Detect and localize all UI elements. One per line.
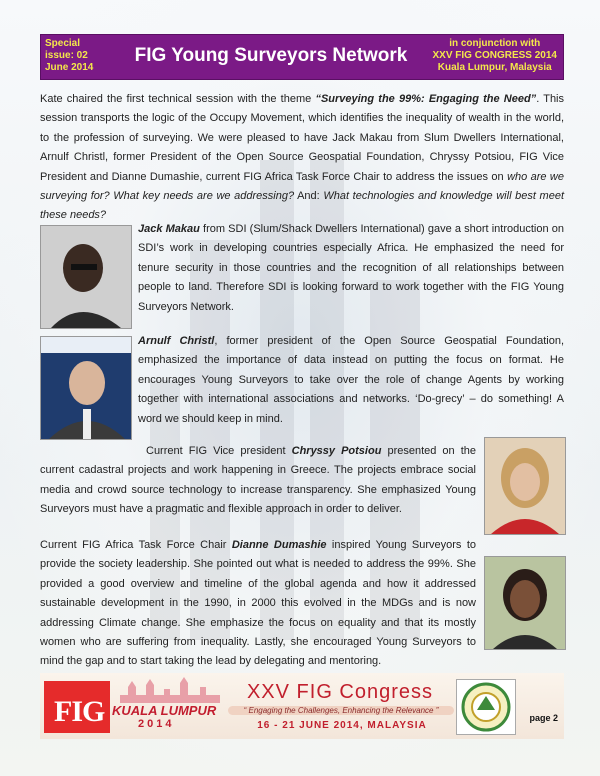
congress-line-2: XXV FIG CONGRESS 2014 bbox=[432, 50, 557, 61]
dianne-dumashie-prefix: Current FIG Africa Task Force Chair bbox=[40, 539, 232, 551]
arnulf-christl-name: Arnulf Christl bbox=[138, 335, 215, 347]
chryssy-potsiou-prefix: Current FIG Vice president bbox=[146, 445, 292, 457]
jack-makau-text: from SDI (Slum/Shack Dwellers International) gave a short introduction on SDI’s work in developing countries especially Africa. He emphasized the need for tenure security in those countries and the recognition of all relationships between people to land. Therefore SDI is looking forward to work together with the FIG Young Surveyors Network. bbox=[138, 223, 564, 313]
fig-logo-text: FIG bbox=[54, 695, 105, 728]
intro-text-2: . This session transports the logic of the Occupy Movement, which identifies the inequality of wealth in the world, to the profession of surveying. We were pleased to have Jack Makau from Slum Dwellers International, Arnulf Christl, former President of the Open Source Geospatial Foundation, Chryssy Potsiou, FIG Vice President and Dianne Dumashie, current FIG Africa Task Force Chair to address the issues on bbox=[40, 93, 565, 183]
portrait-icon bbox=[485, 438, 565, 534]
chryssy-potsiou-photo bbox=[484, 437, 566, 535]
intro-question-2: What technologies and knowledge will best meet these needs? bbox=[40, 190, 565, 222]
congress-info bbox=[433, 38, 558, 74]
jack-makau-photo bbox=[40, 225, 132, 329]
congress-title: XXV FIG Congress bbox=[246, 681, 434, 703]
page-number: page 2 bbox=[529, 713, 558, 723]
congress-line-1: in conjunction with bbox=[449, 38, 541, 49]
dianne-dumashie-photo bbox=[484, 556, 566, 650]
congress-dates: 16 - 21 JUNE 2014, MALAYSIA bbox=[257, 720, 427, 731]
kl-skyline-icon bbox=[120, 677, 220, 703]
dianne-dumashie-name: Dianne Dumashie bbox=[231, 539, 327, 551]
intro-paragraph bbox=[40, 90, 564, 226]
congress-tagline: “ Engaging the Challenges, Enhancing the Relevance ” bbox=[228, 706, 454, 715]
newsletter-title: FIG Young Surveyors Network bbox=[134, 45, 408, 66]
congress-line-3: Kuala Lumpur, Malaysia bbox=[437, 62, 552, 73]
issue-special: Special bbox=[45, 38, 81, 49]
session-theme: “Surveying the 99%: Engaging the Need” bbox=[315, 93, 537, 105]
dianne-dumashie-text: inspired Young Surveyors to provide the society leadership. She pointed out what is needed to address the 99%. She provided a good overview and timeline of the global agenda and how it addressed sustainable development in the 1990, in 2000 this evolved in the MDGs and is now addressing Climate change. She emphasize the focus on equality and that its mostly women who are suffering from inequality. Lastly, she encouraged Young Surveyors to mind the gap and to start taking the lead by delegating and mentoring. bbox=[40, 539, 476, 668]
portrait-icon bbox=[485, 557, 565, 649]
newsletter-header bbox=[40, 34, 564, 80]
congress-footer-banner bbox=[40, 673, 564, 739]
issue-date: June 2014 bbox=[45, 62, 94, 73]
fig-logo bbox=[44, 681, 110, 733]
portrait-icon bbox=[41, 337, 131, 439]
arnulf-christl-text: , former president of the Open Source Geospatial Foundation, emphasized the importance of data instead on putting the focus on format. He encourages Young Surveyors to take over the role of change Agents by working together with international associations and networks. ‘Do-grecy’ – do something! A word we should keep in mind. bbox=[138, 335, 565, 425]
intro-question-1: who are we surveying for? What key needs are we addressing? bbox=[40, 170, 564, 203]
jack-makau-paragraph bbox=[138, 220, 564, 317]
arnulf-christl-paragraph bbox=[138, 332, 564, 429]
issue-number: issue: 02 bbox=[45, 50, 88, 61]
issue-info bbox=[45, 38, 93, 74]
kuala-lumpur-label: KUALA LUMPUR bbox=[112, 703, 217, 718]
malaysia-seal-logo bbox=[456, 679, 516, 735]
arnulf-christl-photo bbox=[40, 336, 132, 440]
chryssy-potsiou-text: presented on the current cadastral projects and work happening in Greece. The projects embrace social media and crowd source technology to increase transparency. She emphasized Young Surveyors must have a pragmatic and flexible approach in order to deliver. bbox=[40, 445, 476, 516]
seal-icon bbox=[457, 680, 515, 734]
intro-text-1: Kate chaired the first technical session with the theme bbox=[40, 93, 316, 105]
intro-text-3: And: bbox=[294, 190, 324, 203]
portrait-icon bbox=[41, 226, 131, 328]
chryssy-potsiou-name: Chryssy Potsiou bbox=[291, 445, 382, 457]
chryssy-potsiou-paragraph bbox=[40, 442, 476, 520]
dianne-dumashie-paragraph bbox=[40, 536, 476, 672]
kuala-lumpur-year: 2014 bbox=[138, 718, 175, 730]
jack-makau-name: Jack Makau bbox=[138, 223, 200, 235]
